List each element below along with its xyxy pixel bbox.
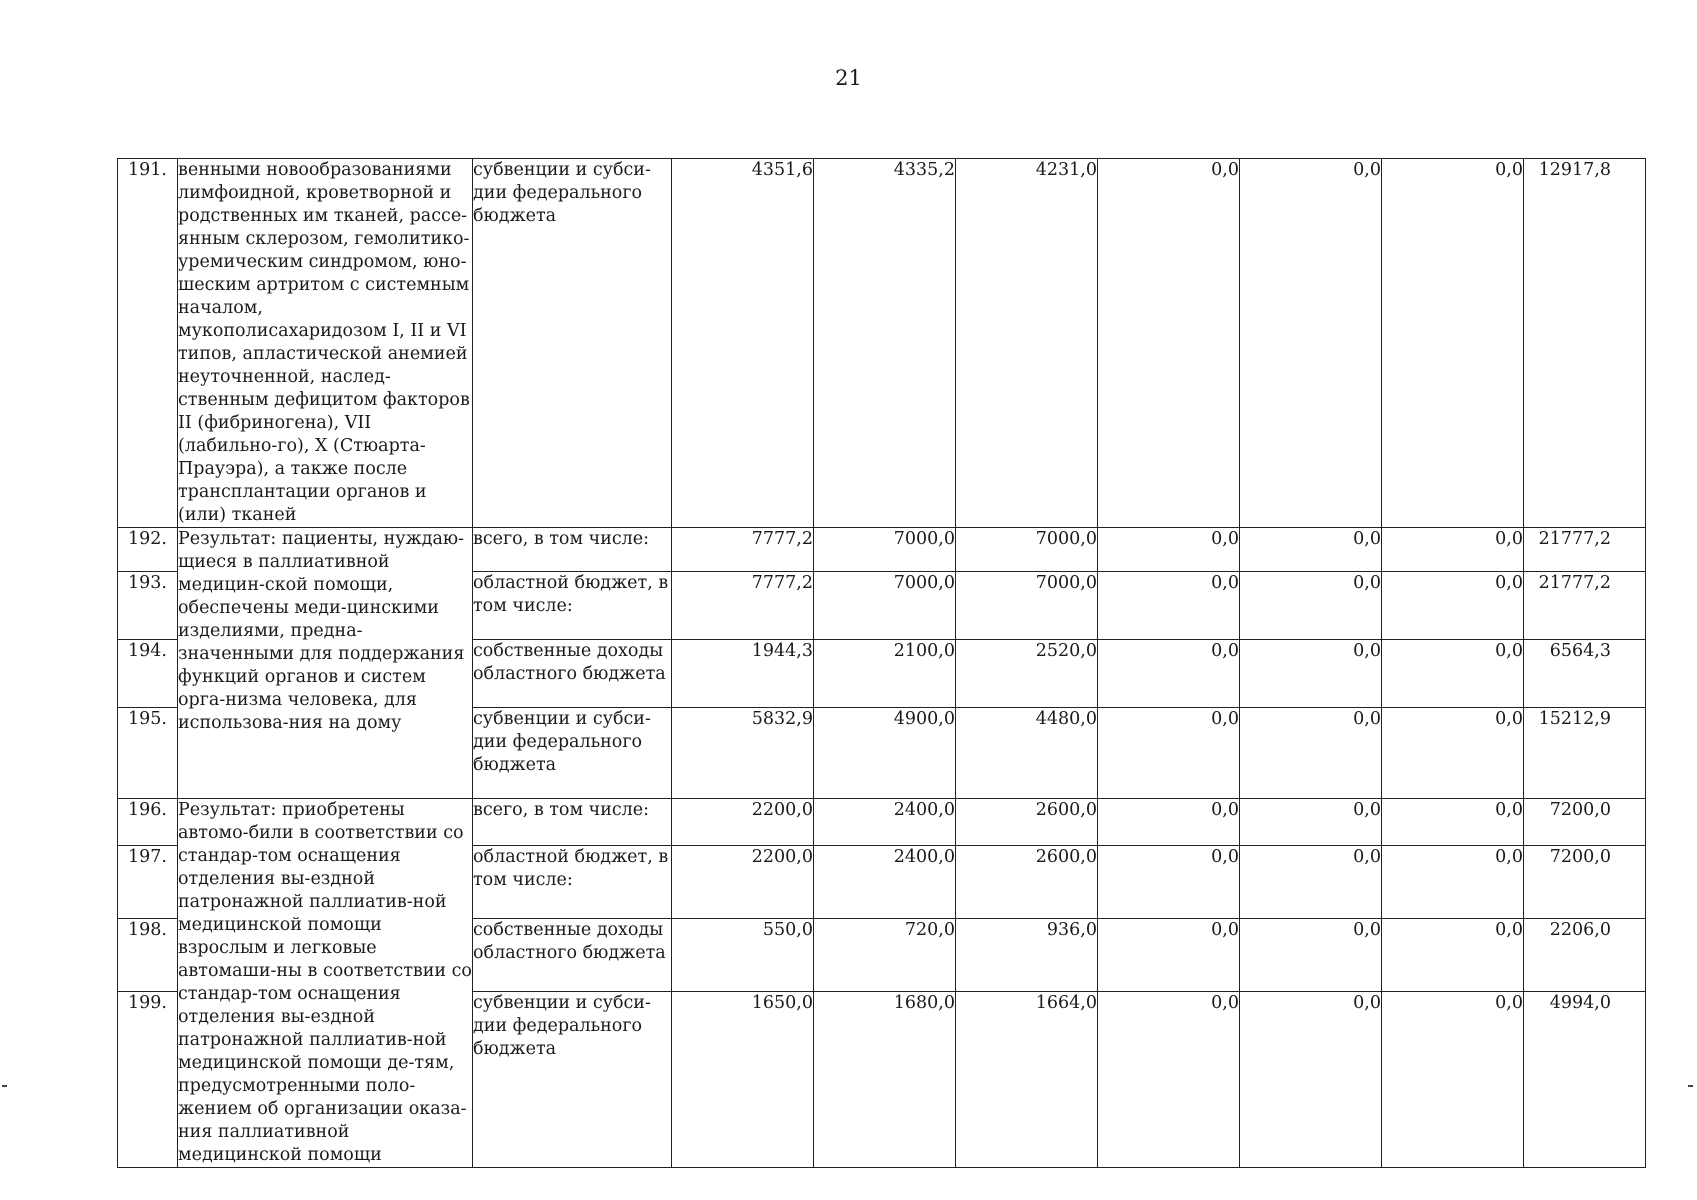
value-cell: 1650,0 (672, 992, 814, 1168)
funding-source: субвенции и субси-дии федерального бюджета (473, 708, 672, 799)
row-number: 199. (118, 992, 178, 1168)
value-cell: 4480,0 (956, 708, 1098, 799)
value-cell: 0,0 (1240, 992, 1382, 1168)
total-cell: 7200,0 (1524, 799, 1646, 846)
value-cell: 0,0 (1240, 572, 1382, 640)
value-cell: 1680,0 (814, 992, 956, 1168)
value-cell: 0,0 (1240, 846, 1382, 919)
value-cell: 2200,0 (672, 799, 814, 846)
value-cell: 4231,0 (956, 159, 1098, 528)
total-cell: 6564,3 (1524, 640, 1646, 708)
total-cell: 15212,9 (1524, 708, 1646, 799)
table-row (118, 528, 1646, 572)
total-cell: 21777,2 (1524, 528, 1646, 572)
row-number: 195. (118, 708, 178, 799)
total-cell: 4994,0 (1524, 992, 1646, 1168)
value-cell: 0,0 (1382, 640, 1524, 708)
value-cell: 2200,0 (672, 846, 814, 919)
value-cell: 0,0 (1098, 528, 1240, 572)
value-cell: 0,0 (1098, 919, 1240, 992)
row-number: 194. (118, 640, 178, 708)
funding-source: собственные доходы областного бюджета (473, 919, 672, 992)
value-cell: 4351,6 (672, 159, 814, 528)
value-cell: 2400,0 (814, 799, 956, 846)
page-number: 21 (835, 66, 862, 90)
value-cell: 1664,0 (956, 992, 1098, 1168)
total-cell: 7200,0 (1524, 846, 1646, 919)
value-cell: 0,0 (1382, 708, 1524, 799)
value-cell: 0,0 (1098, 799, 1240, 846)
result-description: венными новообразованиями лимфоидной, кроветворной и родственных им тканей, рассе-янным склерозом, гемолитико-уремическим синдромом, юно-шеским артритом с системным началом, мукополисахаридозом I, II и VI типов, апластической анемией неуточненной, наслед-ственным дефицитом факторов II (фибриногена), VII (лабильно-го), X (Стюарта-Прауэра), а также после трансплантации органов и (или) тканей (178, 159, 473, 528)
value-cell: 936,0 (956, 919, 1098, 992)
row-number: 192. (118, 528, 178, 572)
value-cell: 0,0 (1240, 799, 1382, 846)
funding-source: субвенции и субси-дии федерального бюджета (473, 992, 672, 1168)
value-cell: 0,0 (1240, 159, 1382, 528)
value-cell: 2100,0 (814, 640, 956, 708)
total-cell: 21777,2 (1524, 572, 1646, 640)
total-cell: 12917,8 (1524, 159, 1646, 528)
value-cell: 7000,0 (956, 572, 1098, 640)
value-cell: 4335,2 (814, 159, 956, 528)
value-cell: 2600,0 (956, 799, 1098, 846)
value-cell: 1944,3 (672, 640, 814, 708)
table-row (118, 799, 1646, 846)
value-cell: 0,0 (1098, 159, 1240, 528)
value-cell: 0,0 (1382, 992, 1524, 1168)
result-description: Результат: приобретены автомо-били в соответствии со стандар-том оснащения отделения вы-ездной патронажной паллиатив-ной медицинской помощи взрослым и легковые автомаши-ны в соответствии со стандар-том оснащения отделения вы-ездной патронажной паллиатив-ной медицинской помощи де-тям, предусмотренными поло-жением об организации оказа-ния паллиативной медицинской помощи (178, 799, 473, 1168)
result-description: Результат: пациенты, нуждаю-щиеся в паллиативной медицин-ской помощи, обеспечены меди-цинскими изделиями, предна-значенными для поддержания функций органов и систем орга-низма человека, для использова-ния на дому (178, 528, 473, 799)
value-cell: 0,0 (1098, 640, 1240, 708)
value-cell: 7000,0 (814, 572, 956, 640)
funding-source: субвенции и субси-дии федерального бюджета (473, 159, 672, 528)
value-cell: 0,0 (1098, 846, 1240, 919)
value-cell: 0,0 (1382, 572, 1524, 640)
value-cell: 5832,9 (672, 708, 814, 799)
row-number: 197. (118, 846, 178, 919)
funding-source: всего, в том числе: (473, 799, 672, 846)
value-cell: 0,0 (1240, 708, 1382, 799)
funding-source: собственные доходы областного бюджета (473, 640, 672, 708)
value-cell: 7777,2 (672, 528, 814, 572)
row-number: 193. (118, 572, 178, 640)
value-cell: 0,0 (1240, 528, 1382, 572)
funding-source: областной бюджет, в том числе: (473, 846, 672, 919)
value-cell: 0,0 (1382, 919, 1524, 992)
row-number: 191. (118, 159, 178, 528)
value-cell: 550,0 (672, 919, 814, 992)
value-cell: 0,0 (1098, 572, 1240, 640)
value-cell: 7000,0 (814, 528, 956, 572)
budget-table (117, 158, 1646, 1168)
value-cell: 2520,0 (956, 640, 1098, 708)
row-number: 198. (118, 919, 178, 992)
funding-source: областной бюджет, в том числе: (473, 572, 672, 640)
value-cell: 2600,0 (956, 846, 1098, 919)
value-cell: 0,0 (1098, 708, 1240, 799)
value-cell: 0,0 (1382, 799, 1524, 846)
scan-mark (1688, 1085, 1693, 1087)
value-cell: 720,0 (814, 919, 956, 992)
value-cell: 7777,2 (672, 572, 814, 640)
value-cell: 0,0 (1382, 846, 1524, 919)
value-cell: 0,0 (1240, 640, 1382, 708)
value-cell: 0,0 (1382, 528, 1524, 572)
value-cell: 4900,0 (814, 708, 956, 799)
total-cell: 2206,0 (1524, 919, 1646, 992)
value-cell: 7000,0 (956, 528, 1098, 572)
scan-mark (2, 1085, 7, 1087)
value-cell: 0,0 (1240, 919, 1382, 992)
value-cell: 0,0 (1382, 159, 1524, 528)
table-row (118, 159, 1646, 528)
row-number: 196. (118, 799, 178, 846)
funding-source: всего, в том числе: (473, 528, 672, 572)
value-cell: 2400,0 (814, 846, 956, 919)
value-cell: 0,0 (1098, 992, 1240, 1168)
